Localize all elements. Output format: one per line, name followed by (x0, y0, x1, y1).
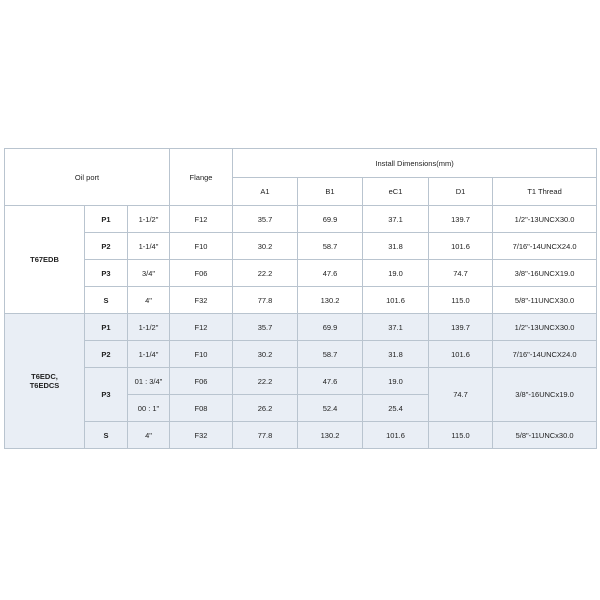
b1-cell: 47.6 (298, 260, 363, 287)
col-a1-header: A1 (233, 178, 298, 206)
flange-cell: F12 (170, 314, 233, 341)
a1-cell: 35.7 (233, 206, 298, 233)
port-cell: S (85, 422, 128, 449)
ec1-cell: 31.8 (363, 233, 429, 260)
col-t1-header: T1 Thread (493, 178, 597, 206)
port-cell: P2 (85, 233, 128, 260)
table-row (5, 314, 597, 341)
header-row-1 (5, 149, 597, 178)
flange-cell: F10 (170, 341, 233, 368)
ec1-cell: 37.1 (363, 314, 429, 341)
size-cell: 1-1/4" (128, 341, 170, 368)
d1-cell: 101.6 (429, 341, 493, 368)
port-cell: S (85, 287, 128, 314)
size-cell: 3/4" (128, 260, 170, 287)
ec1-cell: 37.1 (363, 206, 429, 233)
d1-cell: 74.7 (429, 368, 493, 422)
flange-cell: F12 (170, 206, 233, 233)
col-ec1-header: eC1 (363, 178, 429, 206)
ec1-cell: 101.6 (363, 422, 429, 449)
ec1-cell: 31.8 (363, 341, 429, 368)
port-cell: P3 (85, 368, 128, 422)
table-row (5, 287, 597, 314)
size-cell: 00 : 1" (128, 395, 170, 422)
col-d1-header: D1 (429, 178, 493, 206)
table-row (5, 206, 597, 233)
install-dimensions-table (4, 148, 597, 449)
ec1-cell: 19.0 (363, 368, 429, 395)
install-dimensions-header: Install Dimensions(mm) (233, 149, 597, 178)
flange-cell: F06 (170, 368, 233, 395)
size-cell: 1-1/4" (128, 233, 170, 260)
col-b1-header: B1 (298, 178, 363, 206)
flange-cell: F32 (170, 287, 233, 314)
flange-cell: F08 (170, 395, 233, 422)
b1-cell: 130.2 (298, 287, 363, 314)
flange-header: Flange (170, 149, 233, 206)
t1-cell: 3/8"-16UNCx19.0 (493, 368, 597, 422)
d1-cell: 115.0 (429, 422, 493, 449)
t1-cell: 5/8"-11UNCx30.0 (493, 422, 597, 449)
t1-cell: 1/2"-13UNCX30.0 (493, 314, 597, 341)
b1-cell: 130.2 (298, 422, 363, 449)
size-cell: 1-1/2" (128, 206, 170, 233)
a1-cell: 77.8 (233, 287, 298, 314)
size-cell: 01 : 3/4" (128, 368, 170, 395)
flange-cell: F06 (170, 260, 233, 287)
model-cell (5, 314, 85, 449)
t1-cell: 7/16"-14UNCX24.0 (493, 341, 597, 368)
a1-cell: 30.2 (233, 233, 298, 260)
port-cell: P2 (85, 341, 128, 368)
d1-cell: 139.7 (429, 314, 493, 341)
port-cell: P1 (85, 314, 128, 341)
oil-port-header: Oil port (5, 149, 170, 206)
ec1-cell: 25.4 (363, 395, 429, 422)
a1-cell: 22.2 (233, 368, 298, 395)
ec1-cell: 19.0 (363, 260, 429, 287)
model-line-2: T6EDCS (29, 381, 60, 390)
model-line-1: T6EDC, (31, 372, 58, 381)
ec1-cell: 101.6 (363, 287, 429, 314)
b1-cell: 69.9 (298, 314, 363, 341)
port-cell: P3 (85, 260, 128, 287)
a1-cell: 77.8 (233, 422, 298, 449)
d1-cell: 74.7 (429, 260, 493, 287)
t1-cell: 5/8"-11UNCX30.0 (493, 287, 597, 314)
a1-cell: 26.2 (233, 395, 298, 422)
b1-cell: 58.7 (298, 341, 363, 368)
flange-cell: F32 (170, 422, 233, 449)
model-cell: T67EDB (5, 206, 85, 314)
d1-cell: 139.7 (429, 206, 493, 233)
flange-cell: F10 (170, 233, 233, 260)
a1-cell: 35.7 (233, 314, 298, 341)
d1-cell: 101.6 (429, 233, 493, 260)
a1-cell: 30.2 (233, 341, 298, 368)
table-row (5, 368, 597, 395)
port-cell: P1 (85, 206, 128, 233)
size-cell: 4" (128, 422, 170, 449)
t1-cell: 3/8"-16UNCX19.0 (493, 260, 597, 287)
b1-cell: 69.9 (298, 206, 363, 233)
table-row (5, 233, 597, 260)
table-row (5, 260, 597, 287)
b1-cell: 58.7 (298, 233, 363, 260)
size-cell: 1-1/2" (128, 314, 170, 341)
t1-cell: 1/2"-13UNCX30.0 (493, 206, 597, 233)
size-cell: 4" (128, 287, 170, 314)
t1-cell: 7/16"-14UNCX24.0 (493, 233, 597, 260)
b1-cell: 52.4 (298, 395, 363, 422)
table-row (5, 422, 597, 449)
d1-cell: 115.0 (429, 287, 493, 314)
b1-cell: 47.6 (298, 368, 363, 395)
a1-cell: 22.2 (233, 260, 298, 287)
table-row (5, 341, 597, 368)
